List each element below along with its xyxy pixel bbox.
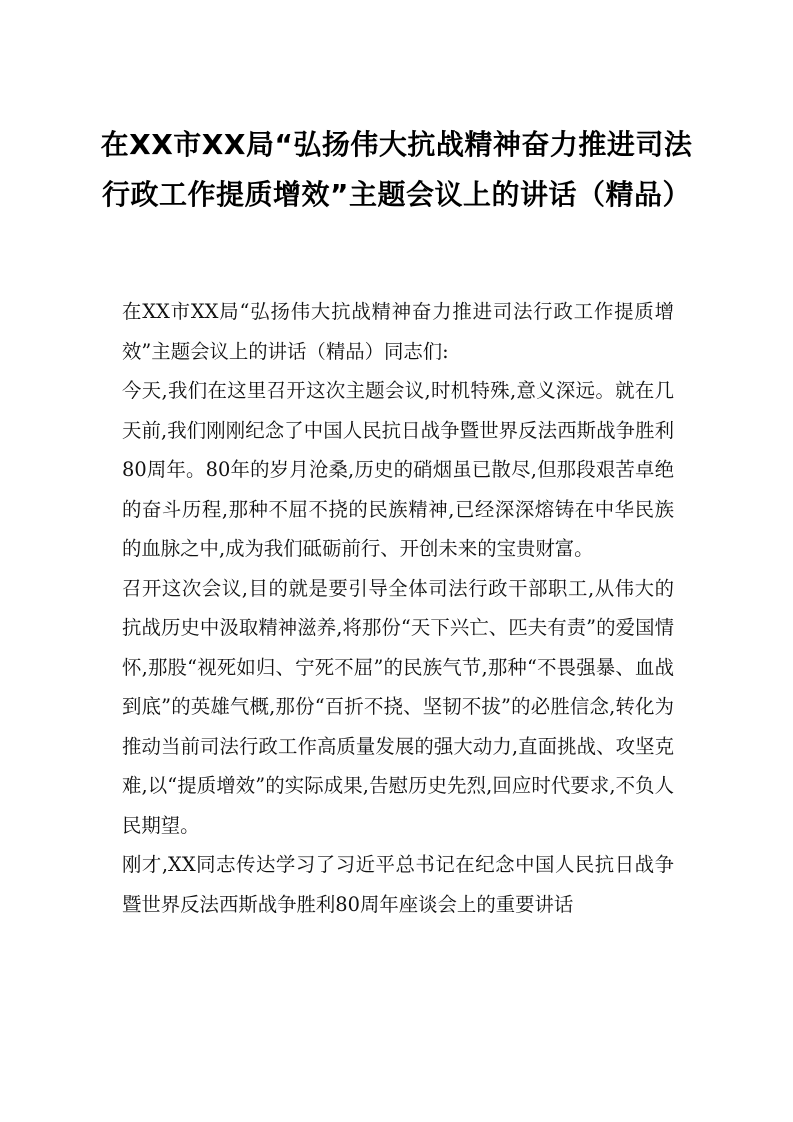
body-paragraph: 召开这次会议,目的就是要引导全体司法行政干部职工,从伟大的抗战历史中汲取精神滋养,将那份“天下兴亡、匹夫有责”的爱国情怀,那股“视死如归、宁死不屈”的民族气节,那种“不畏强暴、血战到底”的英雄气概,那份“百折不挠、坚韧不拔”的必胜信念,转化为推动当前司法行政工作高质量发展的强大动力,直面挑战、攻坚克难,以“提质增效”的实际成果,告慰历史先烈,回应时代要求,不负人民期望。 <box>122 576 674 837</box>
document-title: 在XX市XX局“弘扬伟大抗战精神奋力推进司法行政工作提质增效”主题会议上的讲话（精品） <box>100 128 693 211</box>
body-paragraph: 在XX市XX局“弘扬伟大抗战精神奋力推进司法行政工作提质增效”主题会议上的讲话（精品）同志们: <box>122 300 674 363</box>
body-paragraph: 刚才,XX同志传达学习了习近平总书记在纪念中国人民抗日战争暨世界反法西斯战争胜利80周年座谈会上的重要讲话 <box>122 853 674 916</box>
document-body <box>122 292 674 924</box>
body-paragraph: 今天,我们在这里召开这次主题会议,时机特殊,意义深远。就在几天前,我们刚刚纪念了中国人民抗日战争暨世界反法西斯战争胜利80周年。80年的岁月沧桑,历史的硝烟虽已散尽,但那段艰苦卓绝的奋斗历程,那种不屈不挠的民族精神,已经深深熔铸在中华民族的血脉之中,成为我们砥砺前行、开创未来的宝贵财富。 <box>122 379 674 560</box>
